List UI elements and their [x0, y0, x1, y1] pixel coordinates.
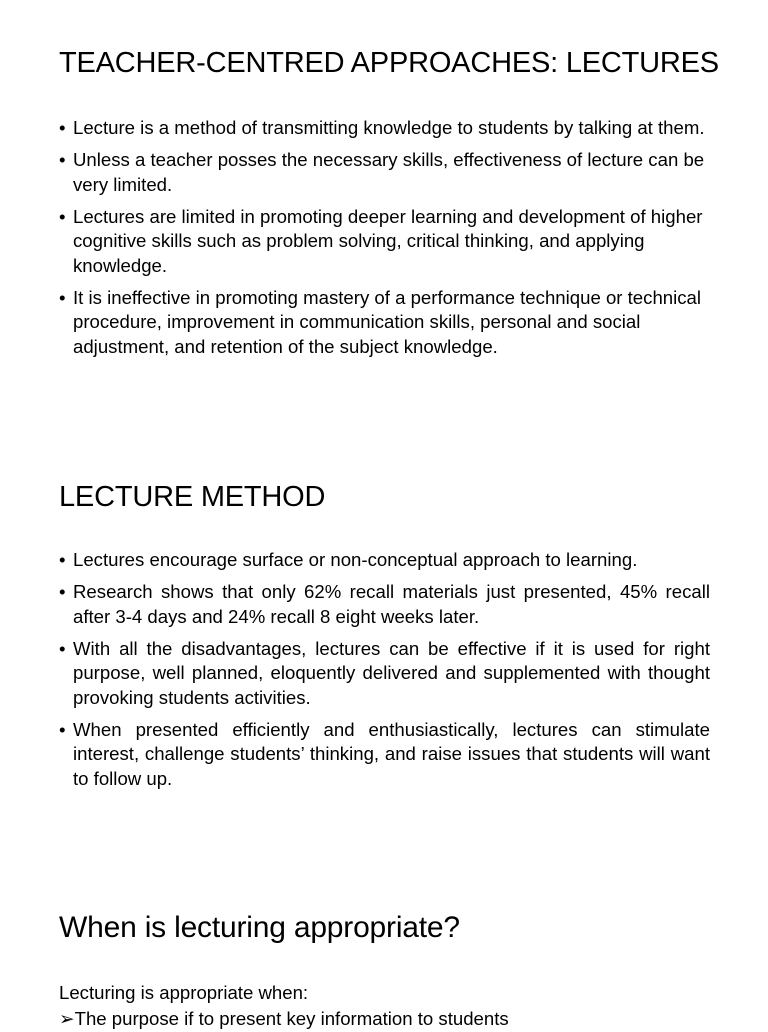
list-item [59, 148, 710, 197]
bullet-list [59, 116, 710, 367]
list-item [59, 1007, 509, 1032]
list-item [59, 548, 710, 573]
list-item [59, 116, 710, 141]
list-item [59, 580, 710, 629]
bullet-icon: • [59, 149, 66, 170]
bullet-text: Unless a teacher posses the necessary skills, effectiveness of lecture can be very limited. [73, 149, 705, 195]
bullet-text: With all the disadvantages, lectures can be effective if it is used for right purpose, well planned, eloquently delivered and supplemented with thought provoking students activities. [73, 637, 710, 708]
bullet-icon: • [59, 637, 66, 659]
list-item [59, 718, 710, 792]
bullet-text: When presented efficiently and enthusiastically, lectures can stimulate interest, challenge students’ thinking, and raise issues that students will want to follow up. [73, 718, 710, 789]
slide-lecture-method [0, 432, 768, 864]
slide-title: TEACHER-CENTRED APPROACHES: LECTURES [59, 47, 719, 79]
bullet-icon: • [59, 581, 66, 602]
arrow-bullet-icon: ➢ [59, 1008, 75, 1029]
list-item [59, 286, 710, 360]
item-text: The purpose if to present key information to students [74, 1008, 509, 1029]
bullet-text: It is ineffective in promoting mastery of a performance technique or technical procedure, improvement in communication skills, personal and social adjustment, and retention of the subject knowledge. [73, 286, 702, 357]
bullet-text: Lecture is a method of transmitting knowledge to students by talking at them. [73, 117, 705, 138]
slide-teacher-centred-approaches [0, 0, 768, 432]
slide-title: When is lecturing appropriate? [59, 911, 460, 944]
bullet-icon: • [59, 117, 66, 138]
bullet-icon: • [59, 718, 66, 740]
bullet-list [59, 548, 710, 799]
list-item [59, 637, 710, 711]
bullet-icon: • [59, 549, 66, 570]
bullet-text: Lectures encourage surface or non-conceptual approach to learning. [73, 549, 638, 570]
intro-text: Lecturing is appropriate when: [59, 982, 309, 1003]
slide-when-lecturing-appropriate [0, 864, 768, 1029]
bullet-icon: • [59, 286, 66, 308]
list-item [59, 205, 710, 279]
bullet-icon: • [59, 205, 66, 227]
bullet-text: Lectures are limited in promoting deeper learning and development of higher cognitive skills such as problem solving, critical thinking, and applying knowledge. [73, 205, 703, 276]
slide-title: LECTURE METHOD [59, 481, 326, 513]
bullet-text: Research shows that only 62% recall materials just presented, 45% recall after 3-4 days and 24% recall 8 eight weeks later. [73, 581, 710, 627]
